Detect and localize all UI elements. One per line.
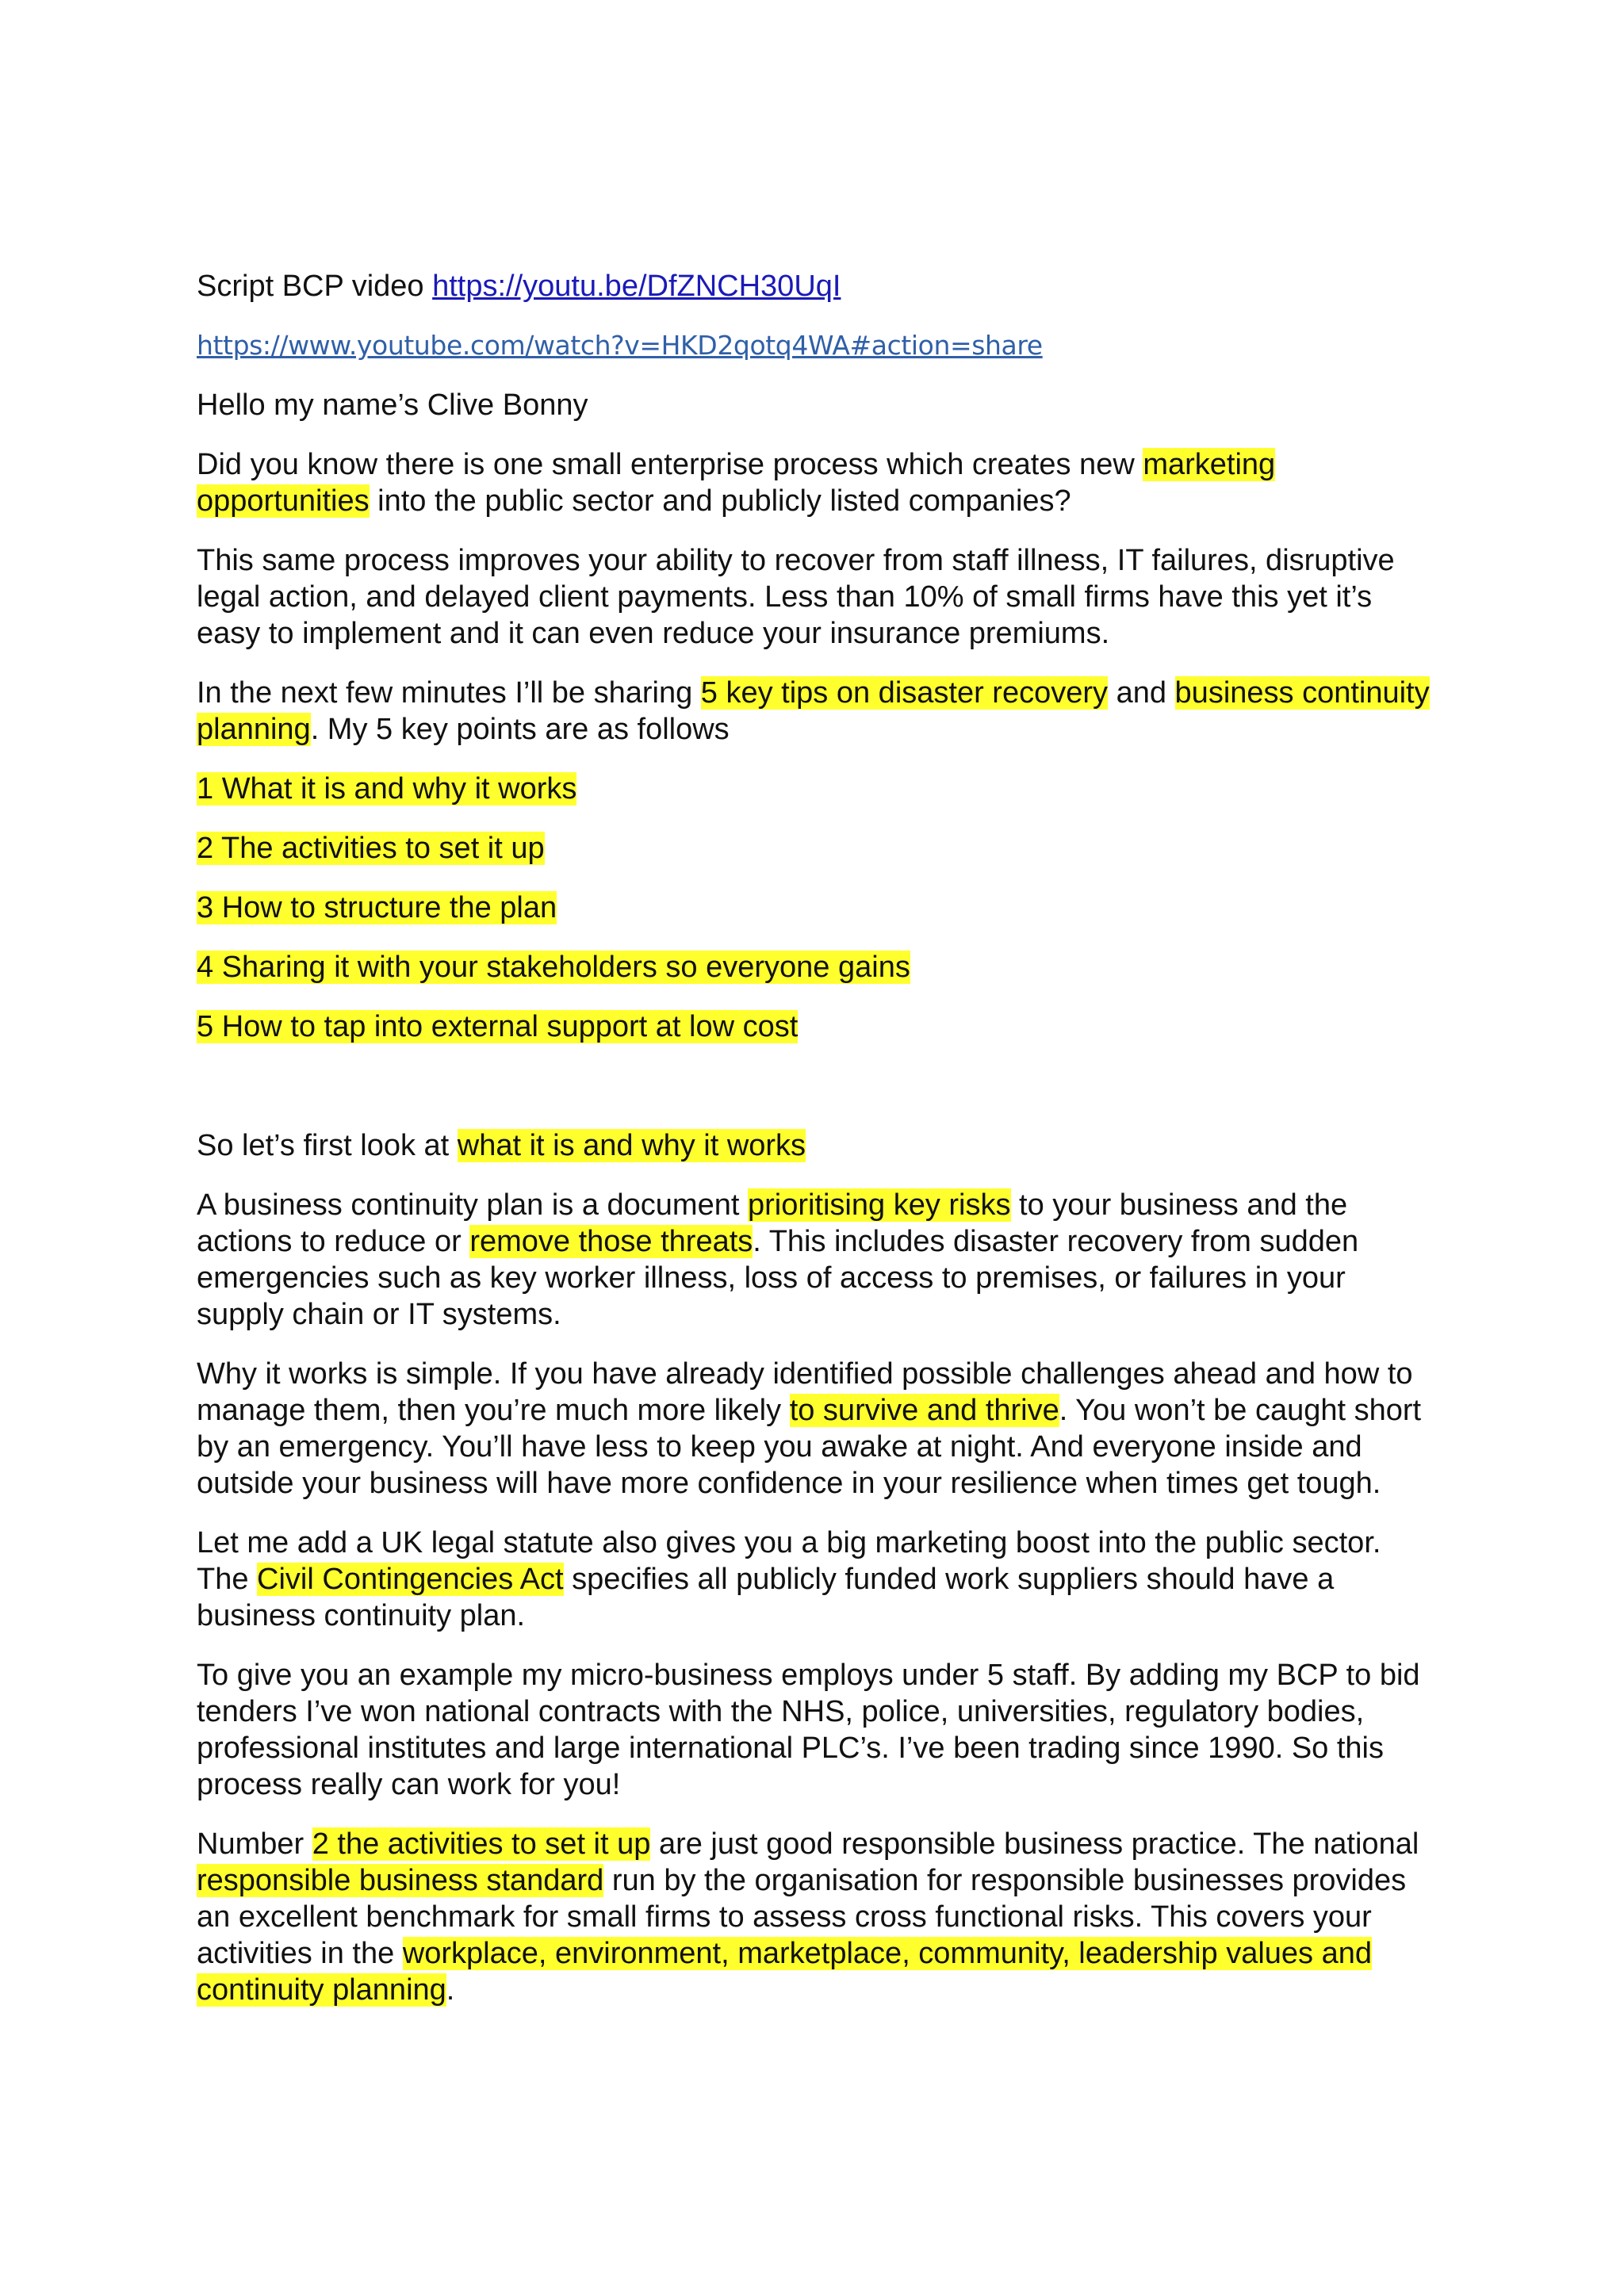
text-run: . My 5 key points are as follows	[310, 713, 730, 746]
text-run: In the next few minutes I’ll be sharing	[197, 676, 701, 710]
key-point-text: 3 How to structure the plan	[197, 891, 557, 924]
key-point-text: 2 The activities to set it up	[197, 832, 545, 865]
greeting: Hello my name’s Clive Bonny	[197, 388, 588, 422]
text-run: to your business and the actions to reduce or	[197, 1188, 1348, 1258]
text-run: A business continuity plan is a document	[197, 1188, 748, 1222]
text-run: Why it works is simple. If you have already identified possible challenges ahead and how to manage them, then you’re much more likely	[197, 1357, 1413, 1427]
script-title	[197, 268, 1434, 364]
key-point-text: 5 How to tap into external support at low cost	[197, 1010, 799, 1043]
text-run: run by the organisation for responsible businesses provides an excellent benchmark for small firms to assess cross functional risks. This covers your activities in the	[197, 1864, 1407, 1970]
highlight: marketing opportunities	[197, 448, 1276, 518]
intro-paragraph	[197, 446, 1434, 519]
text-run: Number	[197, 1827, 312, 1861]
text-run: specifies all publicly funded work suppliers should have a business continuity plan.	[197, 1563, 1335, 1632]
key-point-1	[197, 771, 1434, 807]
youtu-be-link[interactable]: https://youtu.be/DfZNCH30UqI	[432, 270, 841, 303]
why-it-works-paragraph	[197, 1356, 1434, 1502]
text-run: . You won’t be caught short by an emergency. You’ll have less to keep you awake at night. And everyone inside and outside your business will have more confidence in your resilience when times get tough.	[197, 1394, 1422, 1500]
highlight: business continuity planning	[197, 676, 1430, 746]
highlight: 2 the activities to set it up	[312, 1827, 651, 1861]
highlight: 5 key tips on disaster recovery	[700, 676, 1109, 710]
key-point-text: 4 Sharing it with your stakeholders so everyone gains	[197, 951, 910, 984]
text-run: . This includes disaster recovery from sudden emergencies such as key worker illness, loss of access to premises, or failures in your supply chain or IT systems.	[197, 1225, 1359, 1331]
youtube-watch-link[interactable]: https://www.youtube.com/watch?v=HKD2qotq4WA#action=share	[197, 330, 1043, 361]
text-run: Let me add a UK legal statute also gives you a big marketing boost into the public sector. The	[197, 1526, 1381, 1596]
text-run: So let’s first look at	[197, 1129, 458, 1162]
legal-statute-paragraph	[197, 1525, 1434, 1634]
activities-paragraph	[197, 1826, 1434, 2008]
first-look-paragraph	[197, 1127, 1434, 1164]
highlight: prioritising key risks	[747, 1188, 1011, 1222]
key-point-5	[197, 1008, 1434, 1045]
highlight: workplace, environment, marketplace, community, leadership values and continuity planning	[197, 1937, 1373, 2007]
text-run: are just good responsible business practice. The national	[650, 1827, 1419, 1861]
highlight: responsible business standard	[197, 1864, 604, 1897]
key-point-text: 1 What it is and why it works	[197, 772, 577, 806]
spacer	[197, 1068, 1434, 1127]
highlight: what it is and why it works	[457, 1129, 806, 1162]
text-run: and	[1108, 676, 1175, 710]
text-run: into the public sector and publicly listed companies?	[369, 484, 1071, 518]
definition-paragraph	[197, 1187, 1434, 1333]
example-paragraph: To give you an example my micro-business employs under 5 staff. By adding my BCP to bid tenders I’ve won national contracts with the NHS, police, universities, regulatory bodies, professional institutes and large international PLC’s. I’ve been trading since 1990. So this process really can work for you!	[197, 1659, 1420, 1801]
key-point-3	[197, 890, 1434, 926]
text-run: .	[446, 1973, 455, 2007]
sharing-paragraph	[197, 675, 1434, 748]
process-paragraph: This same process improves your ability to recover from staff illness, IT failures, disruptive legal action, and delayed client payments. Less than 10% of small firms have this yet it’s easy to implement and it can even reduce your insurance premiums.	[197, 544, 1395, 650]
key-point-2	[197, 830, 1434, 867]
highlight: to survive and thrive	[789, 1394, 1059, 1427]
highlight: remove those threats	[469, 1225, 753, 1258]
text-run: Did you know there is one small enterprise process which creates new	[197, 448, 1143, 481]
highlight: Civil Contingencies Act	[257, 1563, 564, 1596]
script-body	[197, 268, 1434, 2031]
title-prefix: Script BCP video	[197, 270, 433, 303]
key-point-4	[197, 949, 1434, 985]
